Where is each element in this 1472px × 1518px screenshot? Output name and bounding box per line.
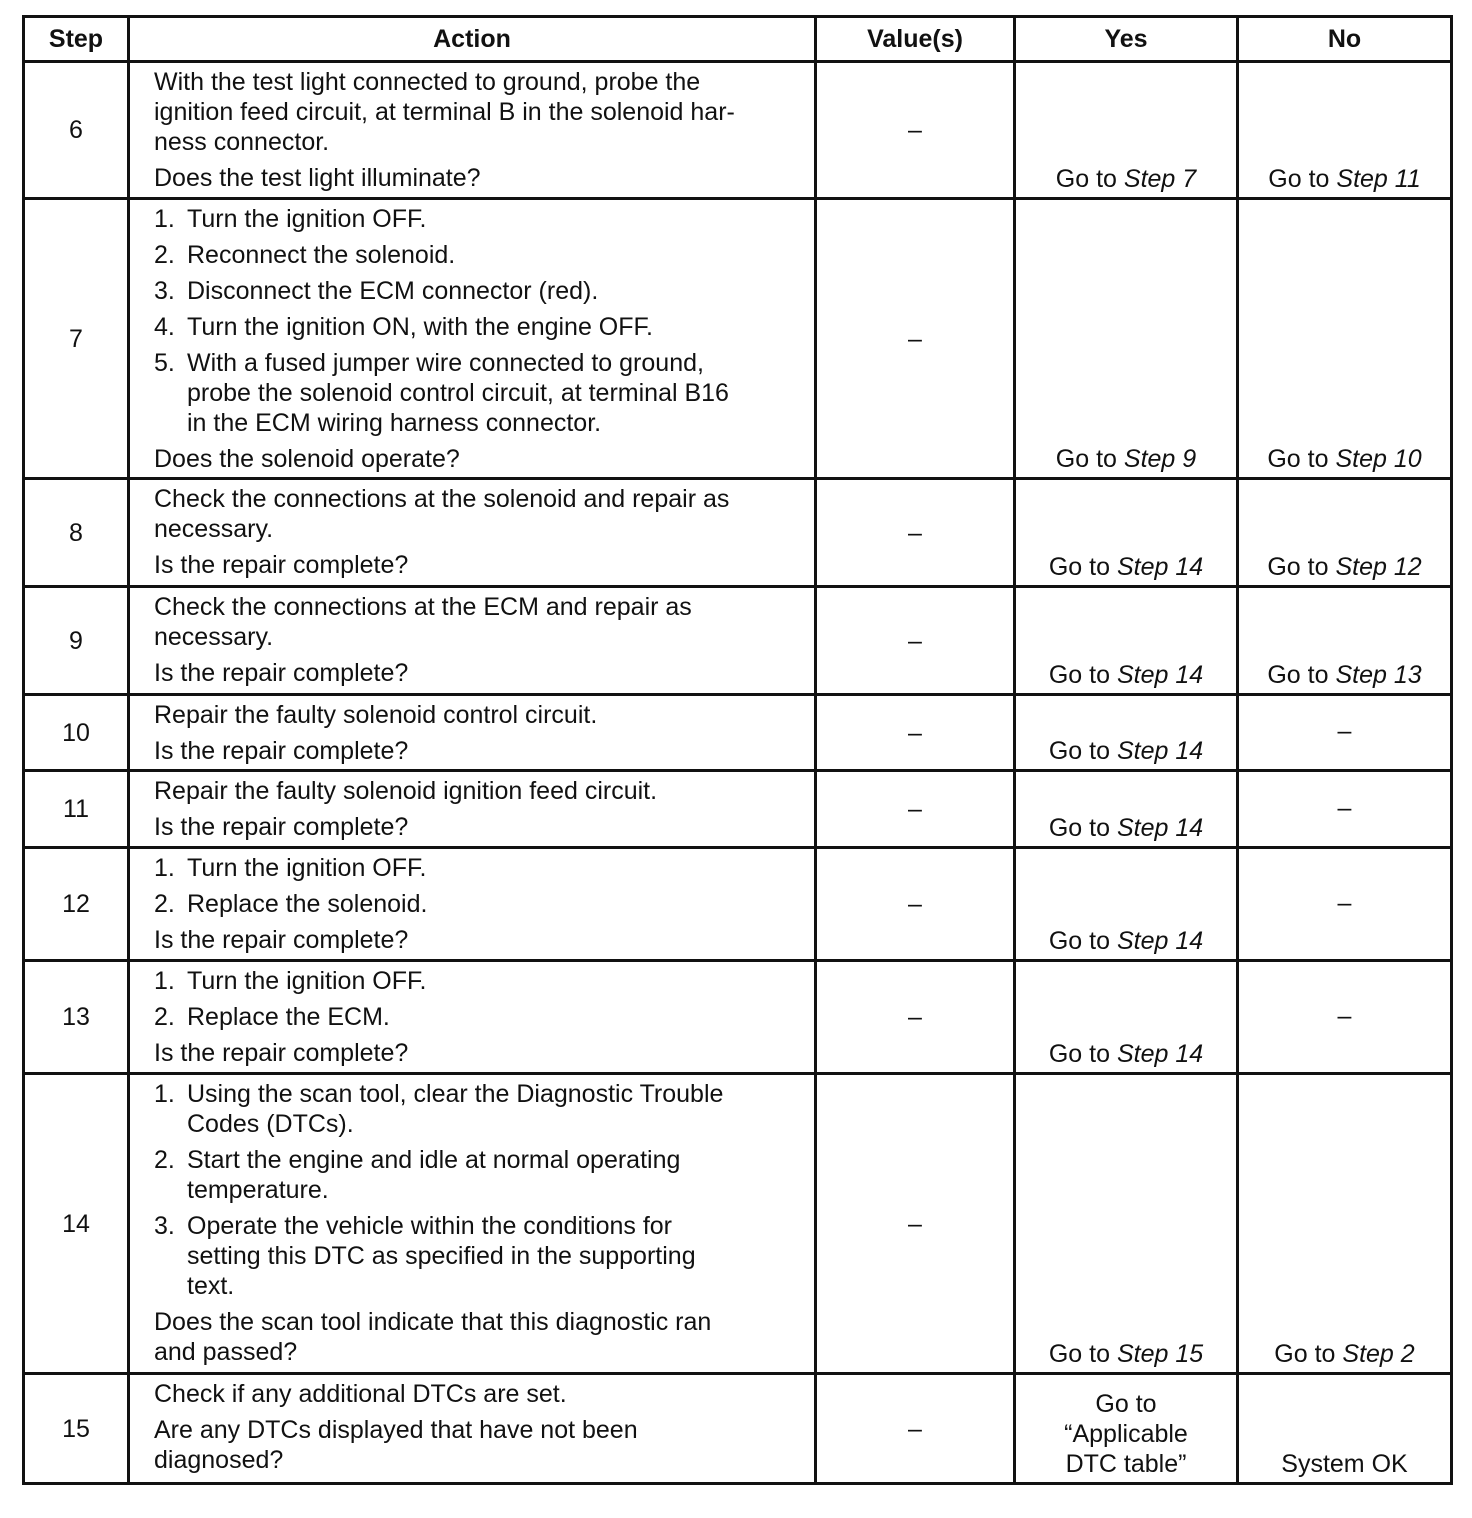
value-cell: – (816, 848, 1015, 961)
action-step-item (154, 1002, 806, 1032)
step-number: 6 (24, 62, 129, 199)
action-step-item (154, 1079, 806, 1139)
action-cell (129, 771, 816, 848)
step-item-number: 2. (154, 241, 175, 269)
action-step-item (154, 240, 806, 270)
step-item-number: 2. (154, 890, 175, 918)
step-item-text: Replace the ECM. (187, 1003, 390, 1031)
no-goto-text: Go to (1274, 1340, 1336, 1368)
action-question: Does the solenoid operate? (154, 445, 460, 473)
no-cell (1238, 199, 1452, 479)
action-step-item (154, 1211, 806, 1301)
table-row (24, 848, 1452, 961)
step-number: 7 (24, 199, 129, 479)
no-step-link: Step 13 (1335, 661, 1422, 689)
step-item-number: 5. (154, 349, 175, 377)
action-text: Check the connections at the ECM and repair as (154, 593, 692, 621)
action-text: ignition feed circuit, at terminal B in the solenoid har- (154, 98, 735, 126)
table-row (24, 961, 1452, 1074)
step-number: 14 (24, 1074, 129, 1374)
step-item-number: 2. (154, 1003, 175, 1031)
action-steps (154, 204, 806, 438)
step-item-number: 1. (154, 854, 175, 882)
action-cell (129, 961, 816, 1074)
action-text: With the test light connected to ground, probe the (154, 68, 701, 96)
action-cell (129, 1374, 816, 1484)
yes-goto-text: Go to (1048, 737, 1110, 765)
table-row (24, 587, 1452, 695)
no-cell (1238, 587, 1452, 695)
yes-goto-text: Go to (1048, 1040, 1110, 1068)
table-row (24, 199, 1452, 479)
step-item-text: Turn the ignition ON, with the engine OFF. (187, 313, 653, 341)
value-cell: – (816, 1374, 1015, 1484)
action-text: ness connector. (154, 128, 330, 156)
action-cell (129, 62, 816, 199)
header-values: Value(s) (816, 17, 1015, 62)
yes-cell (1015, 848, 1238, 961)
step-number: 8 (24, 479, 129, 587)
value-cell: – (816, 771, 1015, 848)
step-number: 12 (24, 848, 129, 961)
step-item-text: Reconnect the solenoid. (187, 241, 456, 269)
yes-step-link: Step 7 (1123, 165, 1197, 193)
no-cell: – (1238, 848, 1452, 961)
step-item-number: 3. (154, 1212, 175, 1240)
action-question: Is the repair complete? (154, 737, 409, 765)
no-step-link: Step 2 (1342, 1340, 1415, 1368)
no-goto-text: Go to (1268, 165, 1330, 193)
action-cell (129, 199, 816, 479)
step-item-text: Replace the solenoid. (187, 890, 428, 918)
action-step-item (154, 204, 806, 234)
action-question: Is the repair complete? (154, 551, 409, 579)
action-question: Does the test light illuminate? (154, 164, 481, 192)
value-cell: – (816, 479, 1015, 587)
action-cell (129, 587, 816, 695)
no-cell: – (1238, 695, 1452, 771)
action-text: Check if any additional DTCs are set. (154, 1380, 567, 1408)
step-item-number: 1. (154, 205, 175, 233)
header-yes: Yes (1015, 17, 1238, 62)
yes-cell (1015, 1374, 1238, 1484)
header-no: No (1238, 17, 1452, 62)
action-step-item (154, 1145, 806, 1205)
no-goto-text: Go to (1267, 661, 1329, 689)
step-number: 10 (24, 695, 129, 771)
action-question: Is the repair complete? (154, 926, 409, 954)
no-cell (1238, 479, 1452, 587)
action-text: Repair the faulty solenoid ignition feed circuit. (154, 777, 658, 805)
table-row (24, 695, 1452, 771)
no-cell: – (1238, 771, 1452, 848)
action-step-item (154, 853, 806, 883)
yes-goto-text: Go to (1048, 553, 1110, 581)
yes-goto-text: Go to (1055, 445, 1117, 473)
step-item-number: 4. (154, 313, 175, 341)
no-cell (1238, 1074, 1452, 1374)
yes-step-link: Step 14 (1116, 927, 1204, 955)
action-question (154, 1307, 806, 1367)
action-question (154, 1415, 806, 1475)
header-row (24, 17, 1452, 62)
yes-goto-target: “Applicable (1064, 1420, 1188, 1448)
yes-goto-text: Go to (1048, 661, 1110, 689)
value-cell: – (816, 1074, 1015, 1374)
yes-step-link: Step 14 (1116, 553, 1204, 581)
yes-goto-text: Go to (1048, 927, 1110, 955)
yes-goto-text: Go to (1055, 165, 1117, 193)
yes-step-link: Step 14 (1116, 737, 1204, 765)
step-item-text: Turn the ignition OFF. (187, 967, 427, 995)
yes-goto-text: Go to (1048, 814, 1110, 842)
header-step: Step (24, 17, 129, 62)
yes-cell (1015, 62, 1238, 199)
yes-goto-text: Go to (1095, 1390, 1157, 1418)
step-item-text: Turn the ignition OFF. (187, 854, 427, 882)
step-number: 15 (24, 1374, 129, 1484)
question-line: and passed? (154, 1338, 298, 1366)
table-row (24, 479, 1452, 587)
action-text: Check the connections at the solenoid and repair as (154, 485, 730, 513)
value-cell: – (816, 587, 1015, 695)
action-cell (129, 848, 816, 961)
value-cell: – (816, 199, 1015, 479)
value-cell: – (816, 695, 1015, 771)
action-cell (129, 479, 816, 587)
step-item-text: Codes (DTCs). (187, 1110, 354, 1138)
table-row (24, 1374, 1452, 1484)
action-text: Repair the faulty solenoid control circuit. (154, 701, 598, 729)
step-item-number: 1. (154, 967, 175, 995)
yes-step-link: Step 9 (1123, 445, 1197, 473)
action-steps (154, 853, 806, 919)
step-item-number: 2. (154, 1146, 175, 1174)
question-line: diagnosed? (154, 1446, 284, 1474)
no-goto-text: Go to (1267, 553, 1329, 581)
step-item-text: probe the solenoid control circuit, at terminal B16 (187, 379, 729, 407)
yes-step-link: Step 14 (1116, 661, 1204, 689)
step-number: 11 (24, 771, 129, 848)
table-row (24, 1074, 1452, 1374)
action-question: Is the repair complete? (154, 1039, 409, 1067)
step-item-text: setting this DTC as specified in the supporting (187, 1242, 696, 1270)
step-item-text: Start the engine and idle at normal operating (187, 1146, 681, 1174)
action-steps (154, 1079, 806, 1301)
step-number: 9 (24, 587, 129, 695)
table-row (24, 62, 1452, 199)
action-step-item (154, 312, 806, 342)
step-item-text: Operate the vehicle within the conditions for (187, 1212, 672, 1240)
diagnostic-table (22, 15, 1453, 1485)
no-cell: – (1238, 961, 1452, 1074)
question-line: Does the scan tool indicate that this diagnostic ran (154, 1308, 712, 1336)
step-item-text: Disconnect the ECM connector (red). (187, 277, 599, 305)
yes-cell (1015, 479, 1238, 587)
no-step-link: Step 11 (1336, 165, 1421, 193)
yes-cell (1015, 199, 1238, 479)
header-action: Action (129, 17, 816, 62)
action-cell (129, 1074, 816, 1374)
action-steps (154, 966, 806, 1032)
no-goto-text: Go to (1267, 445, 1329, 473)
yes-goto-text: Go to (1048, 1340, 1110, 1368)
no-step-link: Step 10 (1335, 445, 1422, 473)
yes-goto-target: DTC table” (1065, 1450, 1187, 1478)
step-item-text: temperature. (187, 1176, 329, 1204)
step-item-text: Turn the ignition OFF. (187, 205, 427, 233)
action-step-item (154, 348, 806, 438)
action-cell (129, 695, 816, 771)
step-item-text: With a fused jumper wire connected to ground, (187, 349, 704, 377)
yes-step-link: Step 15 (1116, 1340, 1204, 1368)
action-step-item (154, 276, 806, 306)
value-cell: – (816, 961, 1015, 1074)
yes-cell (1015, 771, 1238, 848)
step-item-text: Using the scan tool, clear the Diagnostic Trouble (187, 1080, 724, 1108)
action-step-item (154, 966, 806, 996)
step-number: 13 (24, 961, 129, 1074)
yes-cell (1015, 695, 1238, 771)
action-question: Is the repair complete? (154, 813, 409, 841)
no-cell (1238, 62, 1452, 199)
yes-step-link: Step 14 (1116, 814, 1204, 842)
action-text: necessary. (154, 623, 274, 651)
value-cell: – (816, 62, 1015, 199)
no-cell: System OK (1238, 1374, 1452, 1484)
yes-cell (1015, 1074, 1238, 1374)
yes-cell (1015, 961, 1238, 1074)
step-item-number: 1. (154, 1080, 175, 1108)
action-step-item (154, 889, 806, 919)
question-line: Are any DTCs displayed that have not been (154, 1416, 638, 1444)
step-item-text: text. (187, 1272, 235, 1300)
step-item-number: 3. (154, 277, 175, 305)
yes-step-link: Step 14 (1116, 1040, 1204, 1068)
action-text: necessary. (154, 515, 274, 543)
table-row (24, 771, 1452, 848)
yes-cell (1015, 587, 1238, 695)
no-step-link: Step 12 (1335, 553, 1422, 581)
step-item-text: in the ECM wiring harness connector. (187, 409, 602, 437)
action-question: Is the repair complete? (154, 659, 409, 687)
